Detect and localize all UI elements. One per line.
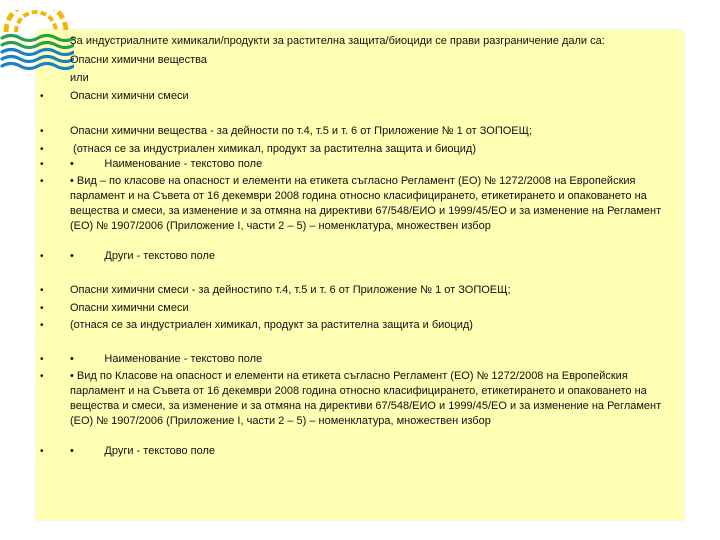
- waves-icon: [2, 36, 74, 69]
- line-text: • Вид – по класове на опасност и елементи на етикета съгласно Регламент (ЕО) № 1272/2008 на Европейския парламент и на Съвета от 16 декември 2008 година относно класифицирането, етикетирането и опаковането на вещества и смеси, за изменение и за отмяна на директиви 67/548/ЕИО и 1999/45/ЕО и за изменение на Регламент (ЕО) № 1907/2006 (Приложение I, части 2 – 5) – номенклатура, множествен избор: [70, 175, 662, 232]
- bullet: •: [40, 144, 44, 155]
- line-text: (отнася се за индустриален химикал, продукт за растителна защита и биоцид): [70, 319, 473, 331]
- line-text: (отнася се за индустриален химикал, продукт за растителна защита и биоцид): [70, 143, 476, 155]
- bullet: •: [40, 354, 44, 365]
- line-text: • Други - текстово поле: [70, 250, 216, 262]
- line-text: Опасни химични вещества: [70, 54, 208, 66]
- bullet: •: [40, 159, 44, 170]
- line-text: • Наименование - текстово поле: [70, 158, 263, 170]
- line-text: • Наименование - текстово поле: [70, 353, 263, 365]
- bullet: •: [40, 446, 44, 457]
- bullet: •: [40, 126, 44, 137]
- bullet: •: [40, 176, 44, 187]
- line-text: • Други - текстово поле: [70, 445, 216, 457]
- bullet: •: [40, 91, 44, 102]
- bullet: •: [40, 320, 44, 331]
- line-text: или: [70, 72, 89, 84]
- logo-icon: [0, 10, 74, 72]
- line-text: Опасни химични вещества - за дейности по т.4, т.5 и т. 6 от Приложение № 1 от ЗОПОЕЩ;: [70, 125, 533, 137]
- bullet: •: [40, 285, 44, 296]
- line-text: Опасни химични смеси: [70, 302, 189, 314]
- line-text: • Вид по Класове на опасност и елементи на етикета съгласно Регламент (ЕО) № 1272/2008 на Европейския парламент и на Съвета от 16 декември 2008 година относно класифицирането, етикетирането и опаковането на вещества и смеси, за изменение и за отмяна на директиви 67/548/ЕИО и 1999/45/ЕО и за изменение на Регламент (ЕО) № 1907/2006 (Приложение I, части 2 – 5) – номенклатура, множествен избор: [70, 370, 662, 427]
- line-text: Опасни химични смеси - за дейностипо т.4, т.5 и т. 6 от Приложение № 1 от ЗОПОЕЩ;: [70, 284, 511, 296]
- bullet: •: [40, 371, 44, 382]
- sun-rays-icon: [6, 10, 66, 32]
- bullet: •: [40, 303, 44, 314]
- bullet: •: [40, 251, 44, 262]
- line-text: Опасни химични смеси: [70, 90, 189, 102]
- line-text: За индустриалните химикали/продукти за растителна защита/биоциди се прави разграничение дали са:: [70, 35, 605, 47]
